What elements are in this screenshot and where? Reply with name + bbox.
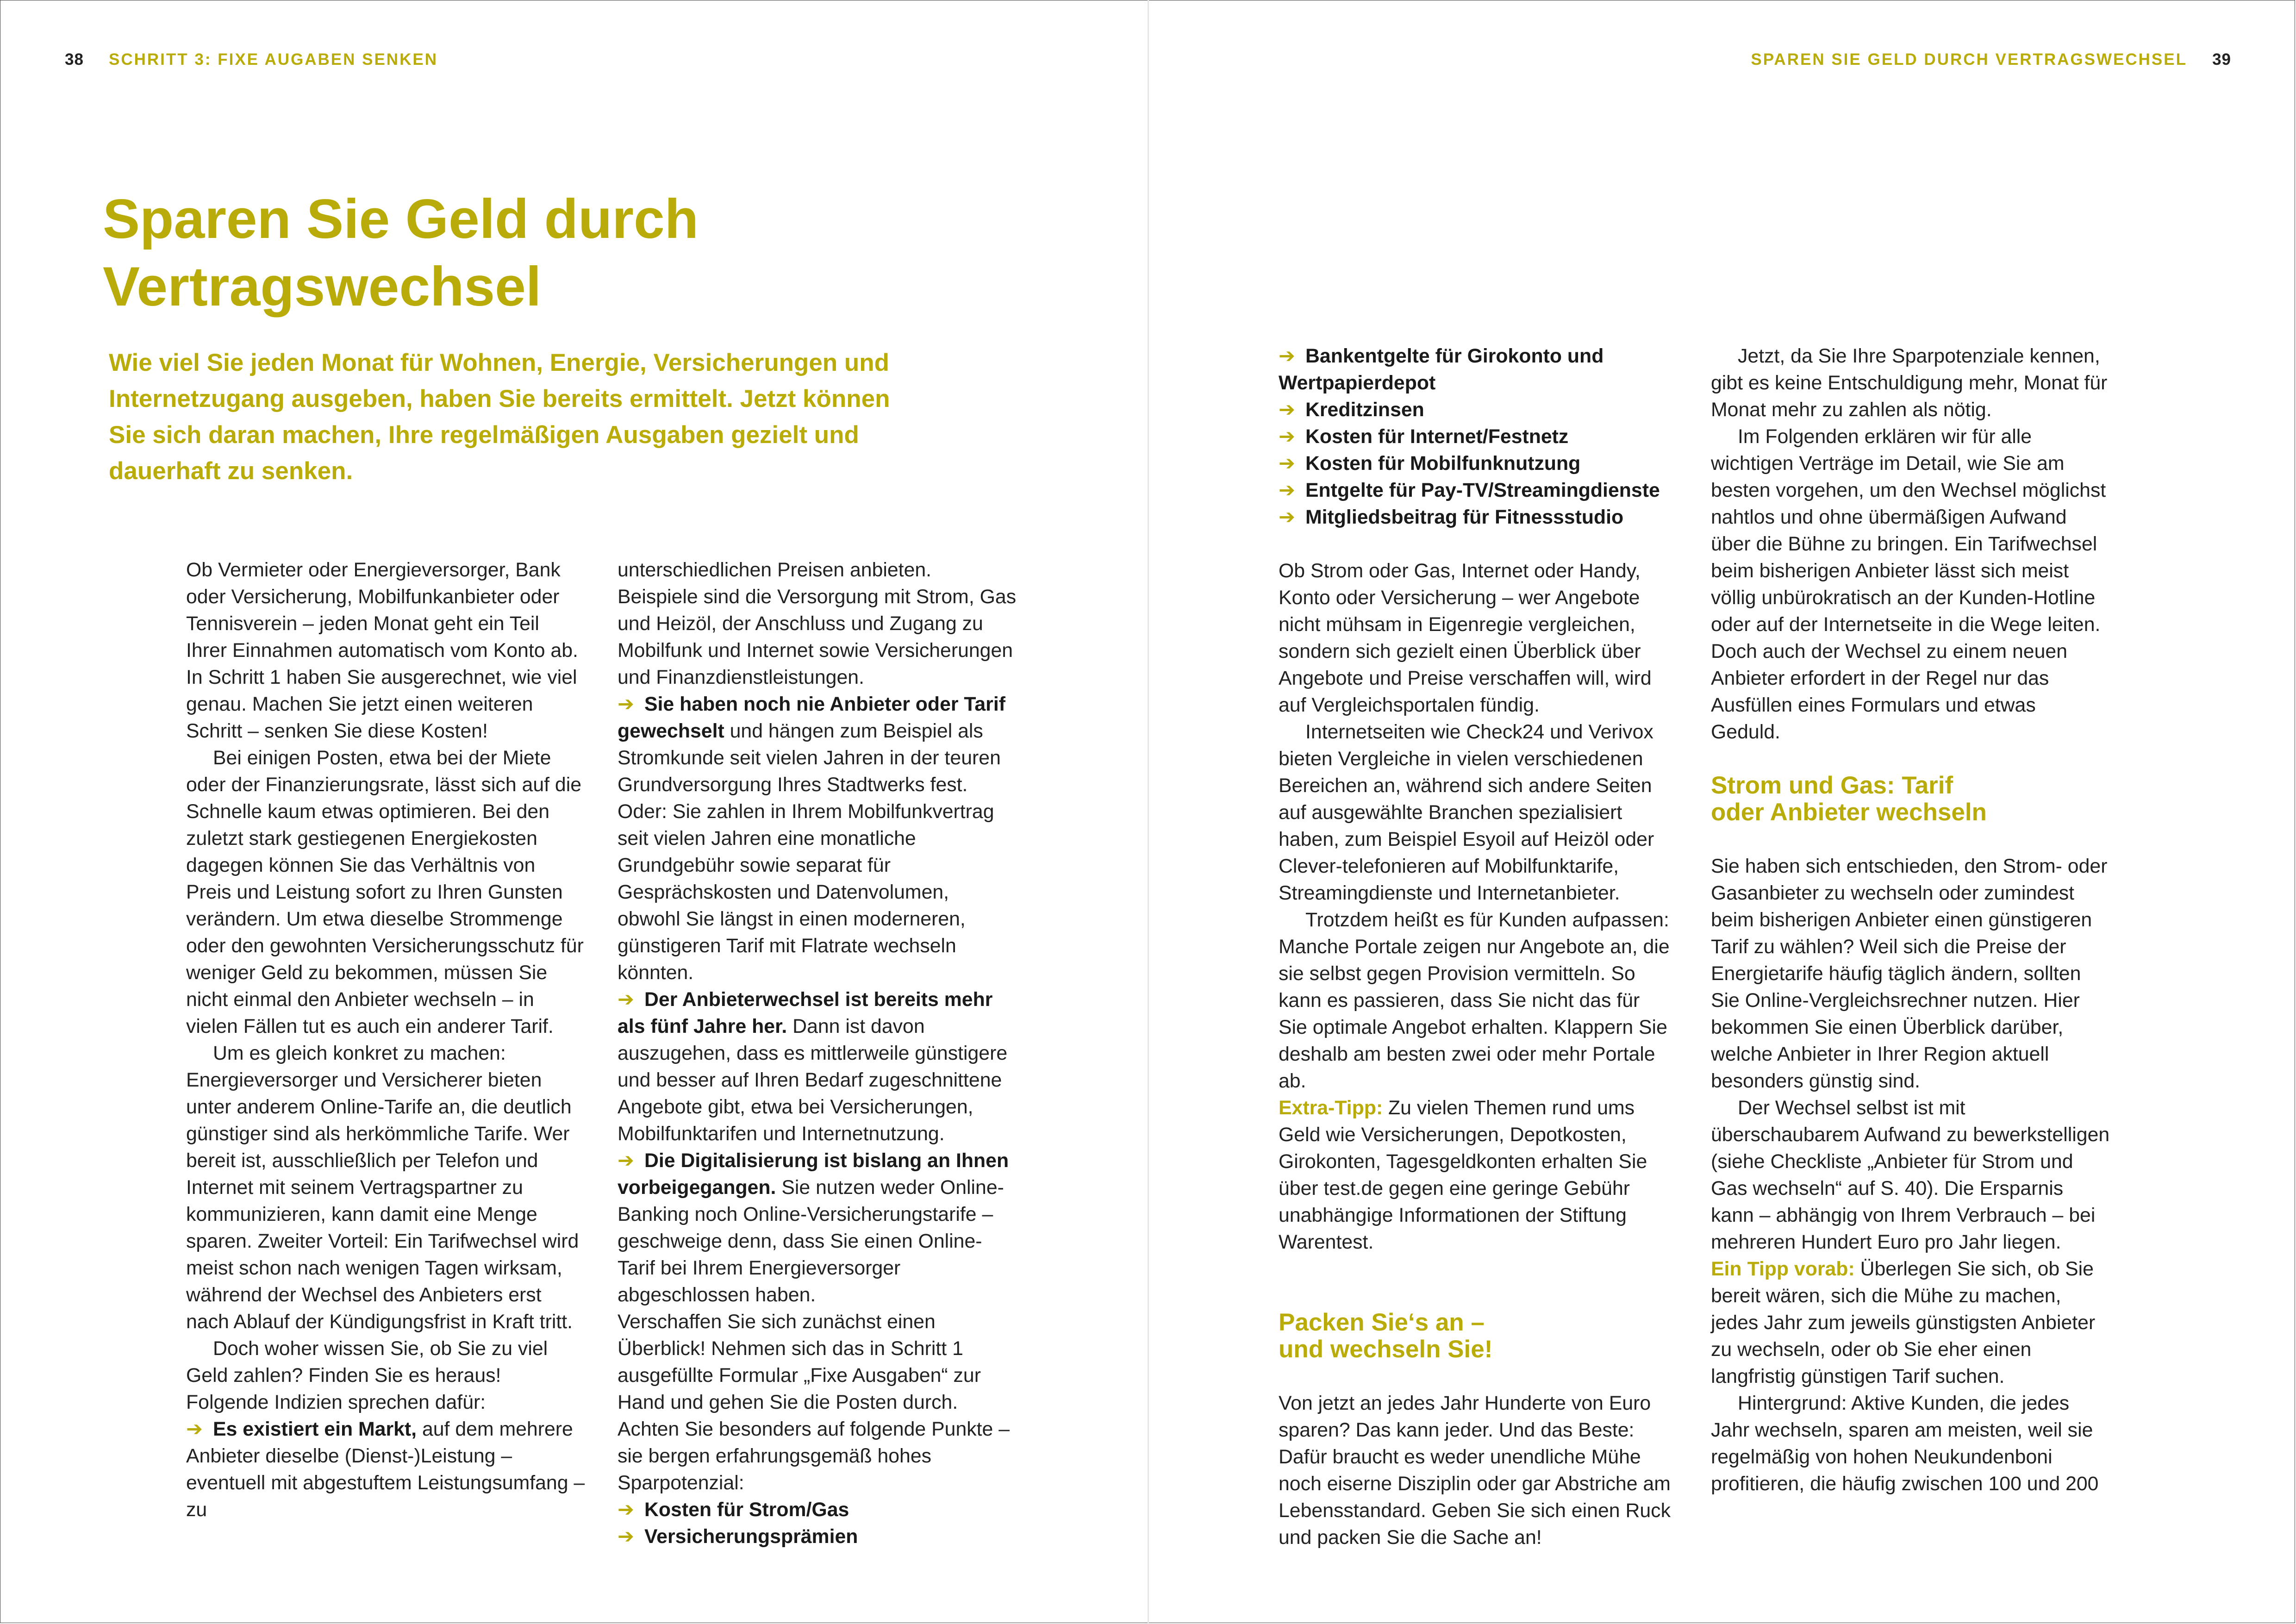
- arrow-right-icon: ➔: [1279, 479, 1295, 501]
- list-item: [618, 1523, 1017, 1550]
- text-column-4: [1711, 343, 2110, 1497]
- paragraph: Im Folgenden erklären wir für alle wichtigen Verträge im Detail, wie Sie am besten vorgehen, um den Wechsel möglichst nahtlos und ohne übermäßigen Aufwand über die Bühne zu bringen. Ein Tarifwechsel beim bisherigen Anbieter lässt sich meist völlig unbürokratisch an der Kunden-Hotline oder auf der Internetseite in die Wege leiten. Doch auch der Wechsel zu einem neuen Anbieter erfordert in der Regel nur das Ausfüllen eines Formulars und etwas Geduld.: [1711, 425, 2106, 743]
- list-item: [1279, 504, 1673, 531]
- list-item-label: Kosten für Strom/Gas: [644, 1499, 849, 1521]
- title-line: Vertragswechsel: [103, 256, 542, 318]
- running-head-right: SPAREN SIE GELD DURCH VERTRAGSWECHSEL: [1751, 50, 2187, 69]
- indicator-lead: Die Digitalisierung ist bislang an Ihnen vorbeigegangen.: [618, 1149, 1009, 1199]
- text-column-3: [1279, 343, 1673, 1551]
- arrow-right-icon: ➔: [618, 693, 634, 715]
- indicator-item: [186, 1416, 585, 1523]
- paragraph: Internetseiten wie Check24 und Verivox bieten Vergleiche in vielen verschiedenen Bereichen an, während sich andere Seiten auf ausgewählte Branchen spezialisiert haben, zum Beispiel Esyoil auf Heizöl oder Clever-telefonieren auf Mobilfunktarife, Streamingdienste und Internetanbieter.: [1279, 721, 1654, 904]
- paragraph: Trotzdem heißt es für Kunden aufpassen: Manche Portale zeigen nur Angebote an, die sie selbst gegen Provision vermitteln. So kann es passieren, dass Sie nicht das für Sie optimale Angebot erhalten. Klappern Sie deshalb am besten zwei oder mehr Portale ab.: [1279, 909, 1670, 1092]
- text-column-2: [618, 556, 1017, 1550]
- page-number-left: 38: [65, 50, 84, 69]
- paragraph: Doch woher wissen Sie, ob Sie zu viel Geld zahlen? Finden Sie es heraus! Folgende Indizien sprechen dafür:: [186, 1337, 548, 1413]
- indicator-text: und hängen zum Beispiel als Stromkunde seit vielen Jahren in der teuren Grundversorgung Ihres Stadtwerks fest. Oder: Sie zahlen in Ihrem Mobilfunkvertrag seit vielen Jahren eine monatliche Grundgebühr sowie separat für Gesprächskosten und Datenvolumen, obwohl Sie längst in einen moderneren, günstigeren Tarif mit Flatrate wechseln könnten.: [618, 720, 1001, 984]
- paragraph: Jetzt, da Sie Ihre Sparpotenziale kennen, gibt es keine Entschuldigung mehr, Monat für Monat mehr zu zahlen als nötig.: [1711, 345, 2108, 421]
- book-gutter: [1148, 0, 1149, 1624]
- tip-text: Zu vielen Themen rund ums Geld wie Versicherungen, Depotkosten, Girokonten, Tagesgeldkonten erhalten Sie über test.de gegen eine geringe Gebühr unabhängige Informationen der Stiftung Warentest.: [1279, 1097, 1647, 1253]
- list-item: [1279, 423, 1673, 450]
- paragraph: Verschaffen Sie sich zunächst einen Überblick! Nehmen sich das in Schritt 1 ausgefüllte Formular „Fixe Ausgaben“ zur Hand und gehen Sie die Posten durch. Achten Sie besonders auf folgende Punkte – sie bergen erfahrungsgemäß hohes Sparpotenzial:: [618, 1311, 1010, 1494]
- paragraph: Von jetzt an jedes Jahr Hunderte von Euro sparen? Das kann jeder. Und das Beste: Dafür braucht es weder unendliche Mühe noch eiserne Disziplin oder gar Abstriche am Lebensstandard. Geben Sie sich einen Ruck und packen Sie die Sache an!: [1279, 1392, 1671, 1549]
- list-item: [1279, 477, 1673, 504]
- tip-paragraph: [1711, 1255, 2110, 1390]
- list-item: [1279, 450, 1673, 477]
- arrow-right-icon: ➔: [1279, 425, 1295, 448]
- indicator-lead: Der Anbieterwechsel ist bereits mehr als fünf Jahre her.: [618, 988, 993, 1037]
- paragraph: Der Wechsel selbst ist mit überschaubarem Aufwand zu bewerkstelligen (siehe Checkliste „Anbieter für Strom und Gas wechseln“ auf S. 40). Die Ersparnis kann – abhängig von Ihrem Verbrauch – bei mehreren Hundert Euro pro Jahr liegen.: [1711, 1097, 2110, 1253]
- arrow-right-icon: ➔: [1279, 506, 1295, 528]
- list-item-label: Mitgliedsbeitrag für Fitnessstudio: [1305, 506, 1624, 528]
- paragraph: Bei einigen Posten, etwa bei der Miete oder der Finanzierungsrate, lässt sich auf die Schnelle kaum etwas optimieren. Bei den zuletzt stark gestiegenen Energiekosten dagegen können Sie das Verhältnis von Preis und Leistung sofort zu Ihren Gunsten verändern. Um etwa dieselbe Strommenge oder den gewohnten Versicherungsschutz für weniger Geld zu bekommen, müssen Sie nicht einmal den Anbieter wechseln – in vielen Fällen tut es auch ein anderer Tarif.: [186, 747, 584, 1037]
- tip-paragraph: [1279, 1094, 1673, 1255]
- indicator-text: Sie nutzen weder Online-Banking noch Online-Versicherungstarife – geschweige denn, dass Sie einen Online-Tarif bei Ihrem Energieversorger abgeschlossen haben.: [618, 1176, 1004, 1306]
- indicator-text: Dann ist davon auszugehen, dass es mittlerweile günstigere und besser auf Ihren Bedarf zugeschnittene Angebote gibt, etwa bei Versicherungen, Mobilfunktarifen und Internetnutzung.: [618, 1015, 1008, 1145]
- paragraph: Hintergrund: Aktive Kunden, die jedes Jahr wechseln, sparen am meisten, weil sie regelmäßig von hohen Neukundenboni profitieren, die häufig zwischen 100 und 200: [1711, 1392, 2099, 1495]
- section-heading: [1279, 1309, 1673, 1363]
- heading-line: oder Anbieter wechseln: [1711, 799, 1987, 826]
- list-item-label: Kreditzinsen: [1305, 399, 1424, 421]
- running-head-left: SCHRITT 3: FIXE AUGABEN SENKEN: [109, 50, 438, 69]
- list-item-label: Kosten für Mobilfunknutzung: [1305, 452, 1581, 475]
- arrow-right-icon: ➔: [1279, 399, 1295, 421]
- indicator-item: [618, 1147, 1017, 1308]
- list-item-label: Bankentgelte für Girokonto und Wertpapierdepot: [1279, 345, 1604, 394]
- page-number-right: 39: [2212, 50, 2231, 69]
- page-title: [103, 185, 699, 320]
- arrow-right-icon: ➔: [618, 1525, 634, 1548]
- indicator-text: auf dem mehrere Anbieter dieselbe (Dienst-)Leistung – eventuell mit abgestuftem Leistungsumfang – zu: [186, 1418, 585, 1521]
- lead-paragraph: Wie viel Sie jeden Monat für Wohnen, Energie, Versicherungen und Internetzugang ausgeben, haben Sie bereits ermittelt. Jetzt können Sie sich daran machen, Ihre regelmäßigen Ausgaben gezielt und dauerhaft zu senken.: [109, 349, 890, 485]
- indicator-item: [618, 691, 1017, 986]
- arrow-right-icon: ➔: [1279, 452, 1295, 475]
- title-line: Sparen Sie Geld durch: [103, 188, 699, 250]
- arrow-right-icon: ➔: [618, 1149, 634, 1172]
- list-item: [1279, 343, 1673, 396]
- section-heading: [1711, 772, 2110, 826]
- paragraph: Um es gleich konkret zu machen: Energieversorger und Versicherer bieten unter anderem Online-Tarife an, die deutlich günstiger sind als herkömmliche Tarife. Wer bereit ist, ausschließlich per Telefon und Internet mit seinem Vertragspartner zu kommunizieren, kann damit eine Menge sparen. Zweiter Vorteil: Ein Tarifwechsel wird meist schon nach wenigen Tagen wirksam, während der Wechsel des Anbieters erst nach Ablauf der Kündigungsfrist in Kraft tritt.: [186, 1042, 579, 1333]
- heading-line: und wechseln Sie!: [1279, 1336, 1493, 1363]
- list-item: [618, 1496, 1017, 1523]
- paragraph: Sie haben sich entschieden, den Strom- oder Gasanbieter zu wechseln oder zumindest beim bisherigen Anbieter einen günstigeren Tarif zu wählen? Weil sich die Preise der Energietarife häufig täglich ändern, sollten Sie Online-Vergleichsrechner nutzen. Hier bekommen Sie einen Überblick darüber, welche Anbieter in Ihrer Region aktuell besonders günstig sind.: [1711, 855, 2108, 1092]
- text-column-1: [186, 556, 585, 1523]
- paragraph: Ob Vermieter oder Energieversorger, Bank oder Versicherung, Mobilfunkanbieter oder Tennisverein – jeden Monat geht ein Teil Ihrer Einnahmen automatisch vom Konto ab. In Schritt 1 haben Sie ausgerechnet, wie viel genau. Machen Sie jetzt einen weiteren Schritt – senken Sie diese Kosten!: [186, 559, 578, 742]
- savings-list: [618, 1496, 1017, 1550]
- savings-list-continued: [1279, 343, 1673, 531]
- arrow-right-icon: ➔: [186, 1418, 203, 1440]
- indicator-lead: Es existiert ein Markt,: [213, 1418, 417, 1440]
- list-item-label: Kosten für Internet/Festnetz: [1305, 425, 1569, 448]
- list-item-label: Versicherungsprämien: [644, 1525, 858, 1548]
- arrow-right-icon: ➔: [618, 988, 634, 1011]
- heading-line: Packen Sie‘s an –: [1279, 1309, 1485, 1336]
- heading-line: Strom und Gas: Tarif: [1711, 772, 1953, 799]
- paragraph: unterschiedlichen Preisen anbieten. Beispiele sind die Versorgung mit Strom, Gas und Heizöl, der Anschluss und Zugang zu Mobilfunk und Internet sowie Versicherungen und Finanzdienstleistungen.: [618, 559, 1017, 688]
- tip-label: Ein Tipp vorab:: [1711, 1258, 1855, 1280]
- list-item-label: Entgelte für Pay-TV/Streamingdienste: [1305, 479, 1660, 501]
- list-item: [1279, 396, 1673, 423]
- indicator-lead: Sie haben noch nie Anbieter oder Tarif gewechselt: [618, 693, 1005, 742]
- arrow-right-icon: ➔: [618, 1499, 634, 1521]
- arrow-right-icon: ➔: [1279, 345, 1295, 367]
- tip-text: Überlegen Sie sich, ob Sie bereit wären, sich die Mühe zu machen, jedes Jahr zum jeweils günstigsten Anbieter zu wechseln, oder ob Sie eher einen langfristig günstigen Tarif suchen.: [1711, 1258, 2096, 1387]
- paragraph: Ob Strom oder Gas, Internet oder Handy, Konto oder Versicherung – wer Angebote nicht mühsam in Eigenregie vergleichen, sondern sich gezielt einen Überblick über Angebote und Preise verschaffen will, wird auf Vergleichsportalen fündig.: [1279, 560, 1652, 716]
- tip-label: Extra-Tipp:: [1279, 1097, 1383, 1119]
- indicator-item: [618, 986, 1017, 1147]
